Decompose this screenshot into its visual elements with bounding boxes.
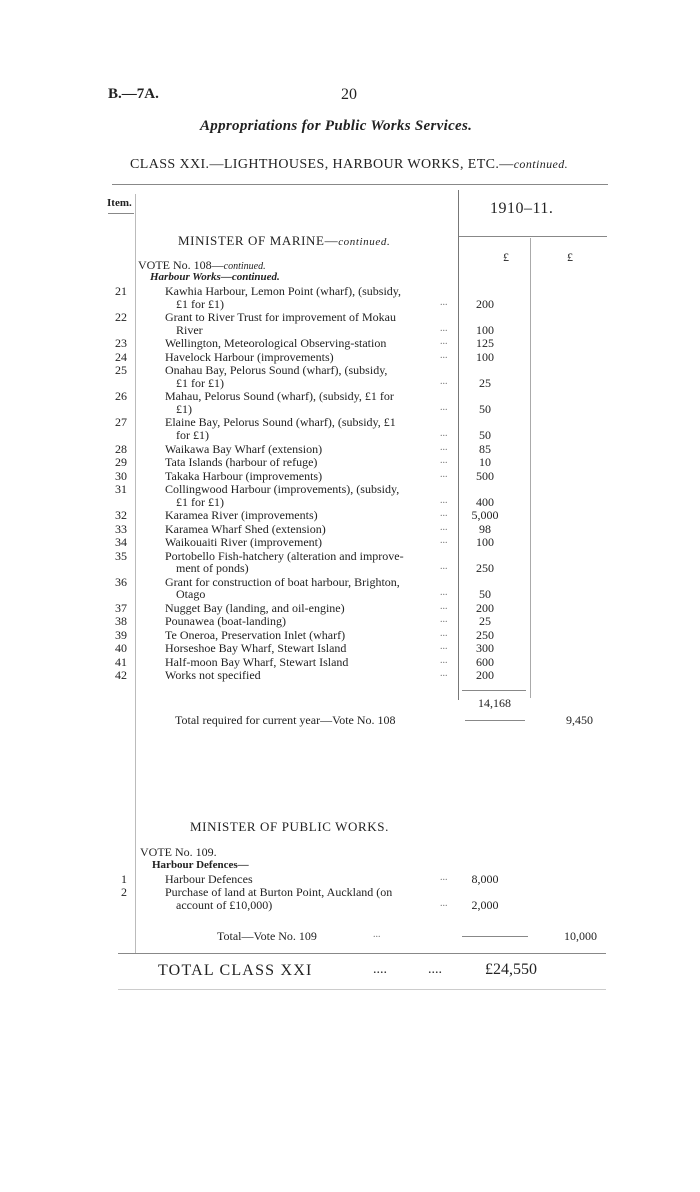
marine-row-line (0, 297, 700, 311)
item-number: 1 (121, 872, 127, 886)
item-description: Pounawea (boat-landing) (165, 614, 286, 629)
subtotal-rule-top (462, 690, 526, 691)
item-description: Te Oneroa, Preservation Inlet (wharf) (165, 627, 346, 642)
marine-row-line (0, 668, 700, 682)
marine-row-line (0, 350, 700, 364)
leader-dots: ... (440, 322, 448, 334)
item-amount: 50 (479, 401, 491, 416)
item-number: 30 (115, 468, 127, 483)
item-number: 38 (115, 614, 127, 629)
item-column-header: Item. (107, 197, 132, 209)
item-number: 34 (115, 535, 127, 550)
vote-108-total-dash (465, 720, 525, 721)
class-total-amount: £24,550 (485, 961, 537, 978)
vote-109-total-label: Total—Vote No. 109 (217, 929, 317, 943)
leader-dots: ... (440, 641, 448, 653)
item-amount: 200 (476, 668, 494, 683)
marine-row-line (0, 508, 700, 522)
item-amount: 10 (479, 455, 491, 469)
item-number: 36 (115, 574, 127, 589)
item-description: Kawhia Harbour, Lemon Point (wharf), (subsidy, (165, 284, 402, 298)
leader-dots: ... (440, 561, 448, 573)
item-description: Otago (176, 587, 206, 602)
item-number: 24 (115, 349, 127, 364)
item-description: Mahau, Pelorus Sound (wharf), (subsidy, £1 for (165, 389, 394, 404)
item-number: 21 (115, 284, 127, 298)
marine-row-line (0, 522, 700, 536)
leader-dots: ... (440, 587, 448, 599)
item-description: Works not specified (165, 668, 261, 683)
marine-row-line (0, 601, 700, 615)
item-description: Nugget Bay (landing, and oil-engine) (165, 600, 345, 615)
leader-dots: ... (440, 468, 448, 480)
item-number: 31 (115, 482, 127, 496)
item-description: Harbour Defences (165, 872, 253, 886)
public-works-heading: MINISTER OF PUBLIC WORKS. (190, 819, 389, 834)
item-header-rule (108, 213, 134, 214)
item-description: Half-moon Bay Wharf, Stewart Island (165, 654, 349, 669)
leader-dots: ... (440, 614, 448, 626)
top-rule (112, 184, 608, 185)
marine-row-line (0, 323, 700, 337)
item-number: 22 (115, 310, 127, 325)
bottom-rule (118, 989, 606, 990)
item-description: Karamea River (improvements) (165, 508, 318, 523)
item-amount: 500 (476, 468, 494, 483)
class-total-rule (118, 953, 606, 954)
item-description: Onahau Bay, Pelorus Sound (wharf), (subsidy, (165, 363, 388, 378)
item-description: Wellington, Meteorological Observing-station (165, 336, 387, 351)
item-description: for £1) (176, 428, 209, 442)
marine-heading (178, 233, 390, 249)
item-number: 2 (121, 885, 127, 899)
leader-dots: ... (440, 336, 448, 348)
vote-109-heading: VOTE No. 109. (140, 845, 217, 859)
item-number: 32 (115, 508, 127, 523)
marine-row-line (0, 628, 700, 642)
item-description: Waikawa Bay Wharf (extension) (165, 441, 323, 456)
vote-108-subtotal: 14,168 (478, 696, 511, 710)
item-description: Horseshoe Bay Wharf, Stewart Island (165, 641, 347, 656)
item-amount: 85 (479, 441, 491, 456)
leader-dots: ... (440, 375, 448, 387)
class-total-label: TOTAL CLASS XXI (158, 962, 313, 979)
public_works-row-line (0, 898, 700, 912)
leader-dots: ... (440, 627, 448, 639)
year-header-rule (459, 236, 607, 237)
marine-row-line (0, 495, 700, 509)
item-number: 35 (115, 548, 127, 563)
leader-dots: ... (440, 349, 448, 361)
item-number: 42 (115, 668, 127, 683)
item-amount: 125 (476, 336, 494, 351)
leader-dots: ... (440, 535, 448, 547)
harbour-defences-subhead: Harbour Defences— (152, 859, 249, 871)
item-number: 40 (115, 641, 127, 656)
page-number: 20 (341, 86, 357, 103)
leader-dots: ... (440, 508, 448, 520)
marine-row-line (0, 535, 700, 549)
leader-dots: ... (440, 455, 448, 466)
item-amount: 98 (479, 521, 491, 536)
marine-row-line (0, 455, 700, 469)
item-description: Waikouaiti River (improvement) (165, 535, 322, 550)
item-description: £1 for £1) (176, 375, 224, 390)
harbour-works-subhead: Harbour Works—continued. (150, 271, 280, 283)
item-description: River (176, 322, 203, 337)
item-description: Grant to River Trust for improvement of Mokau (165, 310, 396, 325)
marine-row-line (0, 561, 700, 575)
item-description: Grant for construction of boat harbour, Brighton, (165, 574, 400, 589)
marine-row-line (0, 655, 700, 669)
item-amount: 100 (476, 349, 494, 364)
item-amount: 100 (476, 535, 494, 550)
item-number: 27 (115, 415, 127, 430)
class-total-dots-1: .... (373, 962, 387, 977)
item-description: Karamea Wharf Shed (extension) (165, 521, 326, 536)
vote-109-total-amount: 10,000 (564, 929, 597, 943)
class-title-main: CLASS XXI.—LIGHTHOUSES, HARBOUR WORKS, ETC.— (130, 157, 514, 172)
vote-109-total-dots: ... (373, 929, 381, 940)
item-number: 37 (115, 600, 127, 615)
leader-dots: ... (440, 296, 448, 308)
page-title: Appropriations for Public Works Services. (200, 118, 473, 134)
marine-row-line (0, 402, 700, 416)
marine-row-line (0, 587, 700, 601)
leader-dots: ... (440, 668, 448, 680)
item-amount: 50 (479, 587, 491, 602)
leader-dots: ... (440, 654, 448, 666)
marine-row-line (0, 442, 700, 456)
item-amount: 8,000 (471, 872, 499, 886)
item-description: account of £10,000) (176, 897, 273, 912)
marine-heading-main: MINISTER OF MARINE— (178, 233, 339, 248)
item-amount: 2,000 (471, 897, 499, 912)
item-number: 25 (115, 363, 127, 378)
year-column-header: 1910–11. (490, 200, 554, 217)
item-amount: 25 (479, 375, 491, 390)
item-number: 29 (115, 455, 127, 469)
leader-dots: ... (440, 428, 448, 439)
marine-row-line (0, 641, 700, 655)
item-amount: 25 (479, 614, 491, 629)
item-description: £1) (176, 401, 192, 416)
item-description: Collingwood Harbour (improvements), (subsidy, (165, 482, 400, 496)
item-amount: 200 (476, 296, 494, 311)
leader-dots: ... (440, 401, 448, 413)
item-amount: 200 (476, 600, 494, 615)
item-amount: 400 (476, 494, 494, 509)
leader-dots: ... (440, 897, 448, 909)
item-description: Purchase of land at Burton Point, Auckland (on (165, 885, 393, 899)
item-description: £1 for £1) (176, 494, 224, 509)
leader-dots: ... (440, 494, 448, 506)
class-title-continued: continued. (513, 157, 569, 171)
currency-symbol-2: £ (567, 250, 573, 264)
item-amount: 600 (476, 654, 494, 669)
marine-heading-continued: continued. (338, 236, 391, 248)
item-description: £1 for £1) (176, 296, 224, 311)
class-title (130, 157, 568, 173)
leader-dots: ... (440, 872, 448, 883)
leader-dots: ... (440, 521, 448, 533)
item-amount: 5,000 (471, 508, 499, 523)
item-number: 39 (115, 627, 127, 642)
item-number: 26 (115, 389, 127, 404)
leader-dots: ... (440, 600, 448, 612)
item-description: Takaka Harbour (improvements) (165, 468, 323, 483)
vote-109-total-rule (462, 936, 528, 937)
item-number: 28 (115, 441, 127, 456)
marine-row-line (0, 614, 700, 628)
currency-symbol-1: £ (503, 250, 509, 264)
leader-dots: ... (440, 441, 448, 453)
item-description: Tata Islands (harbour of refuge) (165, 455, 318, 469)
item-amount: 100 (476, 322, 494, 337)
item-amount: 300 (476, 641, 494, 656)
item-description: Elaine Bay, Pelorus Sound (wharf), (subsidy, £1 (165, 415, 396, 430)
vote-108-total-amount: 9,450 (566, 713, 593, 727)
marine-row-line (0, 376, 700, 390)
item-number: 41 (115, 654, 127, 669)
item-amount: 250 (476, 561, 494, 576)
class-total-dots-2: .... (428, 962, 442, 977)
marine-row-line (0, 469, 700, 483)
vote-108-main: VOTE No. 108— (138, 258, 224, 272)
item-description: ment of ponds) (176, 561, 249, 576)
item-description: Havelock Harbour (improvements) (165, 349, 334, 364)
item-description: Portobello Fish-hatchery (alteration and improve- (165, 548, 404, 563)
item-amount: 50 (479, 428, 491, 442)
item-amount: 250 (476, 627, 494, 642)
vote-108-total-label: Total required for current year—Vote No. 108 (175, 713, 396, 727)
vote-108-continued: continued. (223, 261, 266, 272)
public_works-row-line (0, 872, 700, 886)
item-number: 23 (115, 336, 127, 351)
marine-row-line (0, 336, 700, 350)
marine-row-line (0, 428, 700, 442)
item-number: 33 (115, 521, 127, 536)
report-code: B.—7A. (108, 86, 159, 102)
